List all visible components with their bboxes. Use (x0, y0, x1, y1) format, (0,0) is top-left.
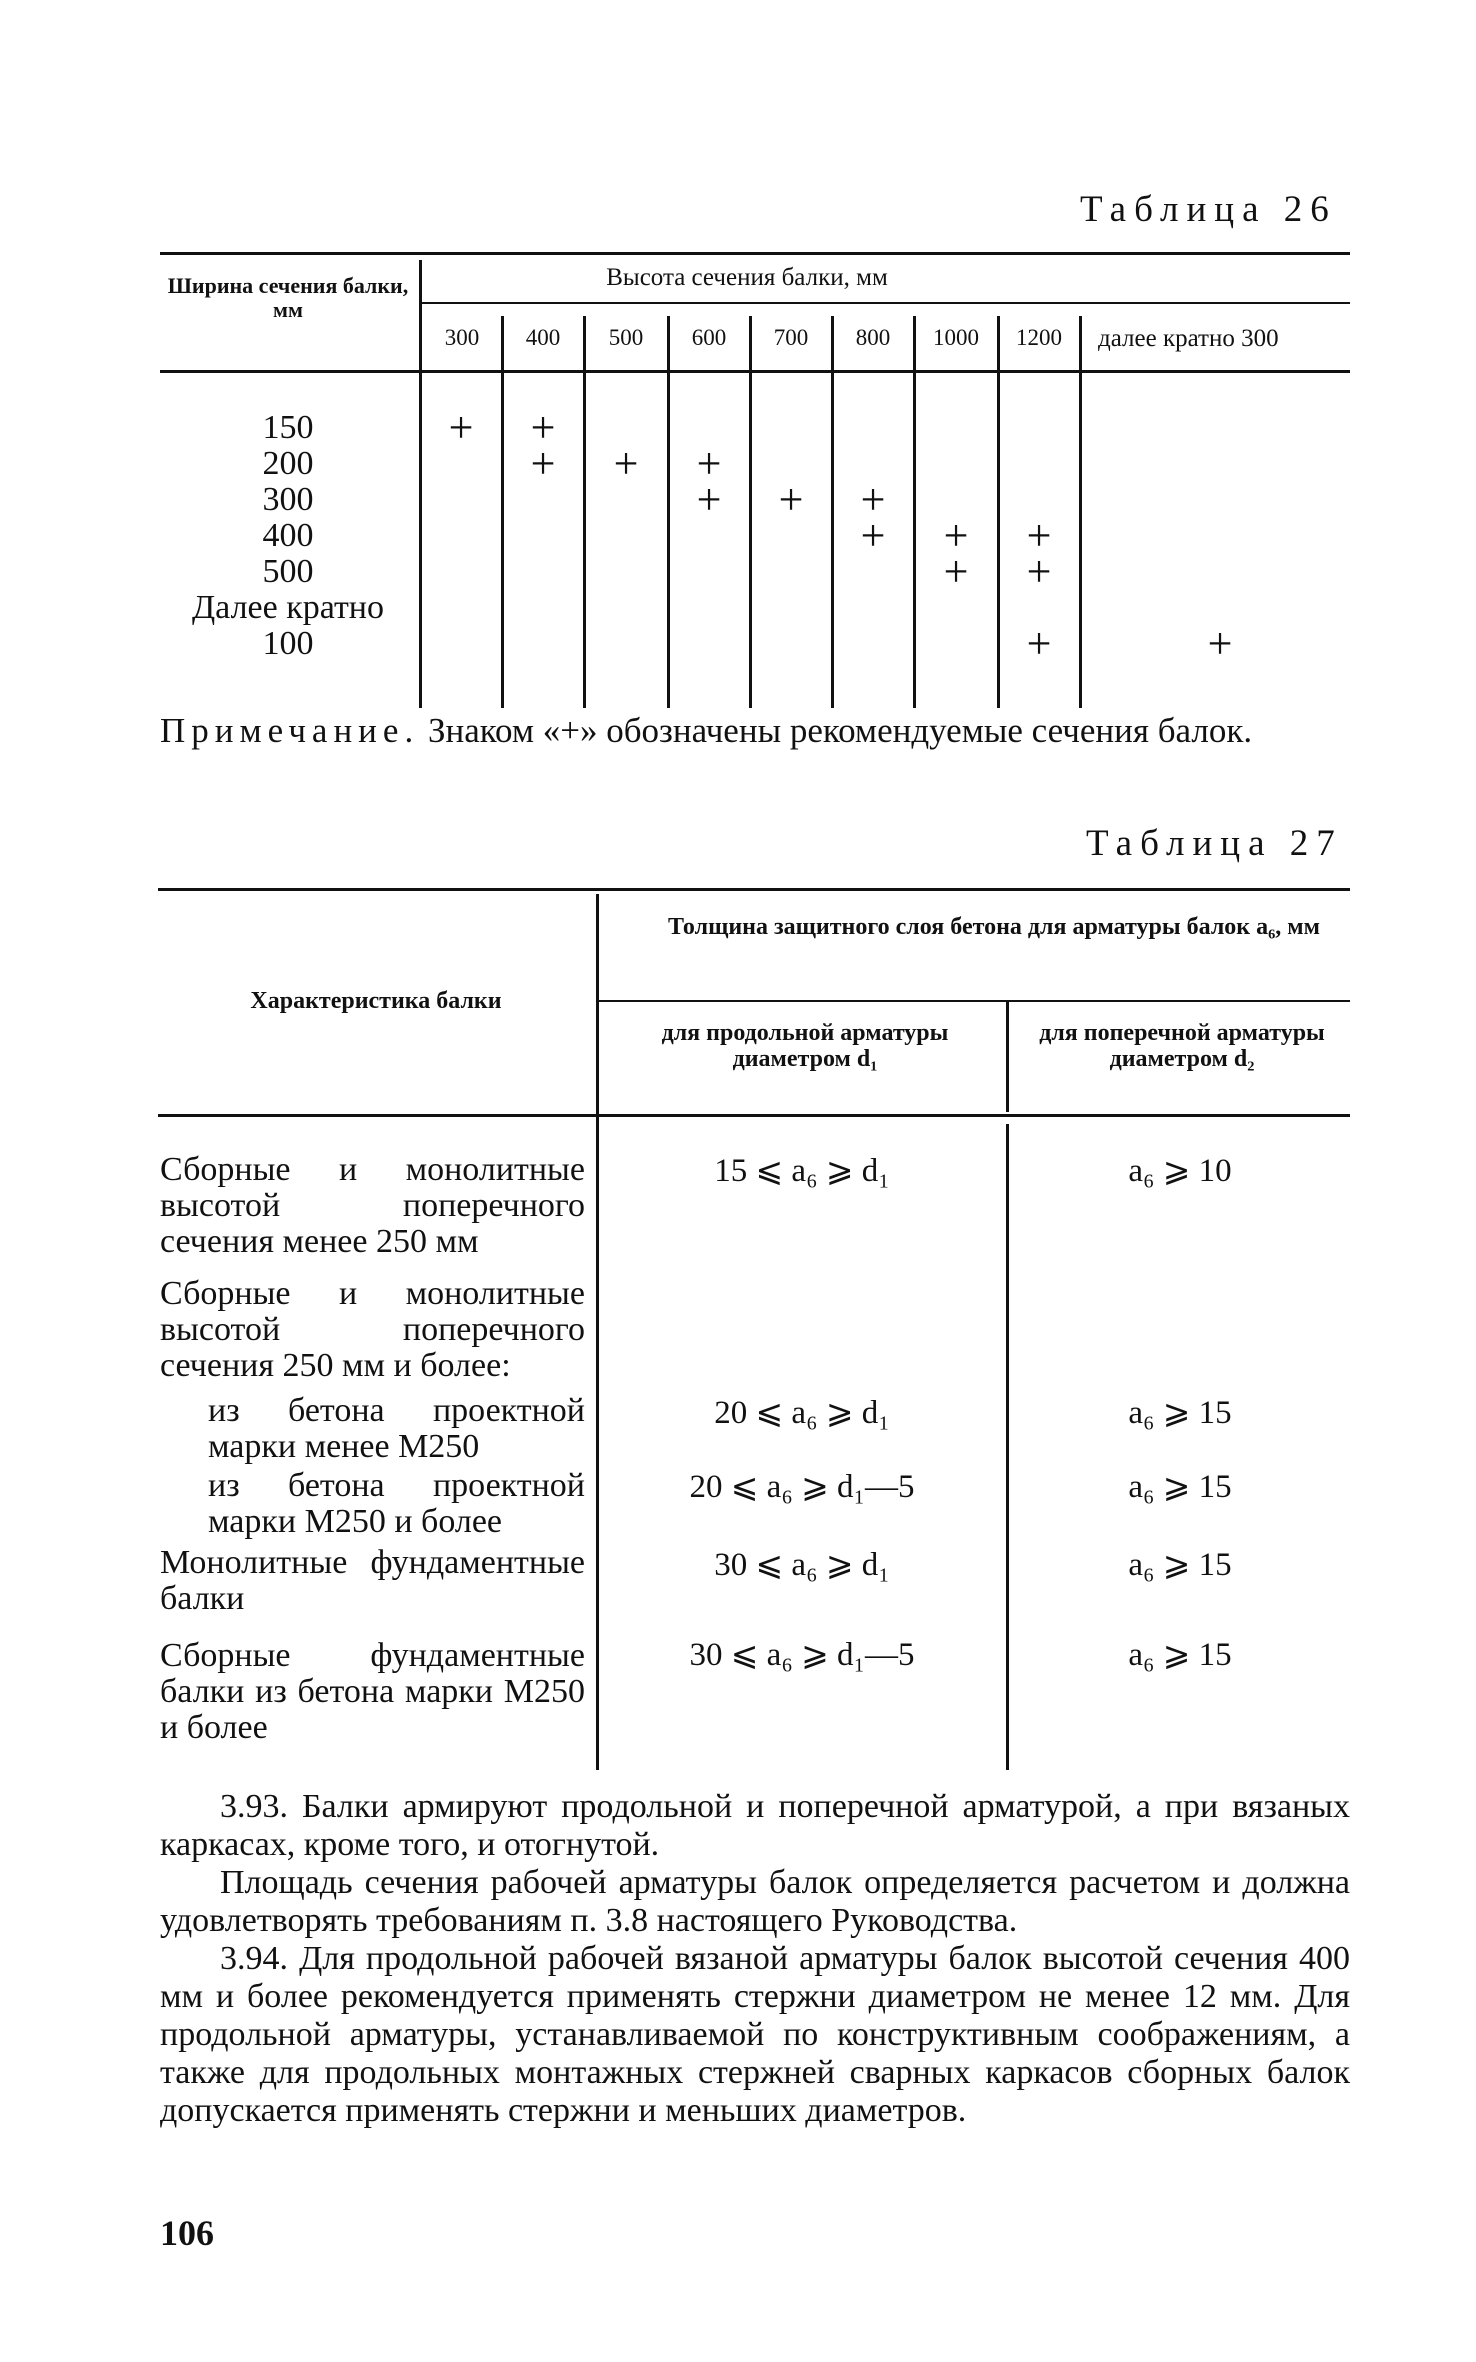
table-27 (158, 888, 1350, 1770)
column-rule (583, 316, 586, 708)
table-27-caption: Таблица 27 (1086, 823, 1343, 864)
row-characteristic: Монолитные фундаментные балки (160, 1544, 585, 1617)
row-transverse-value: а₆ ⩾ 15 (1128, 1637, 1232, 1673)
table-26-note (160, 712, 1350, 750)
paragraph-3-94: 3.94. Для продольной рабочей вязаной арматуры балок высотой сечения 400 мм и более рекомендуется применять стержни диаметром не менее 12 мм. Для продольной арматуры, устанавливаемой по конструктивным соображениям, а также для продольных монтажных стержней сварных каркасов сборных балок допускается применять стержни и меньших диаметров. (160, 1940, 1350, 2129)
row-label: 150 (262, 409, 314, 446)
recommended-mark: + (1207, 619, 1233, 668)
recommended-mark: + (860, 475, 886, 524)
row-label: 500 (262, 553, 314, 590)
recommended-mark: + (1026, 619, 1052, 668)
column-header-last: далее кратно 300 (1098, 325, 1279, 352)
table-rule (598, 1000, 1350, 1002)
table-rule (160, 370, 1350, 373)
table-26-header-width: Ширина сечения балки, мм (167, 273, 409, 322)
column-header: 500 (608, 325, 644, 350)
paragraph-3-93: 3.93. Балки армируют продольной и поперечной арматурой, а при вязаных каркасах, кроме того, и отогнутой. (160, 1788, 1350, 1863)
column-rule (419, 260, 422, 708)
column-rule (1006, 1124, 1009, 1770)
column-header: 600 (691, 325, 727, 350)
column-header: 300 (444, 325, 480, 350)
column-header: 800 (855, 325, 891, 350)
row-transverse-value: а₆ ⩾ 10 (1128, 1153, 1232, 1189)
row-transverse-value: а₆ ⩾ 15 (1128, 1547, 1232, 1583)
recommended-mark: + (530, 439, 556, 488)
table-26-caption: Таблица 26 (1080, 189, 1337, 230)
row-characteristic: Сборные фундаментные балки из бетона марки М250 и более (160, 1637, 585, 1746)
table-26 (160, 252, 1350, 708)
column-rule (1006, 1002, 1009, 1112)
recommended-mark: + (613, 439, 639, 488)
table-27-header-longitudinal: для продольной арматуры диаметром d₁ (661, 1020, 949, 1072)
row-label: Далее кратно (191, 589, 384, 626)
recommended-mark: + (696, 475, 722, 524)
table-rule (422, 302, 1350, 304)
row-transverse-value: а₆ ⩾ 15 (1128, 1469, 1232, 1505)
table-rule (158, 888, 1350, 891)
table-rule (158, 1114, 1350, 1117)
recommended-mark: + (696, 439, 722, 488)
recommended-mark: + (778, 475, 804, 524)
row-longitudinal-value: 20 ⩽ а₆ ⩾ d₁ (714, 1395, 890, 1431)
row-label: 200 (262, 445, 314, 482)
row-longitudinal-value: 20 ⩽ а₆ ⩾ d₁—5 (689, 1469, 915, 1505)
column-rule (831, 316, 834, 708)
note-lead: Примечание. (160, 711, 420, 750)
row-characteristic: Сборные и монолитные высотой поперечного сечения менее 250 мм (160, 1151, 585, 1260)
recommended-mark: + (1026, 547, 1052, 596)
row-label: 300 (262, 481, 314, 518)
column-header: 1200 (1016, 325, 1062, 350)
page-number: 106 (160, 2213, 214, 2253)
table-27-header-characteristic: Характеристика балки (250, 988, 502, 1014)
recommended-mark: + (448, 403, 474, 452)
recommended-mark: + (530, 403, 556, 452)
column-rule (667, 316, 670, 708)
table-27-header-transverse: для поперечной арматуры диаметром d₂ (1039, 1020, 1325, 1072)
row-longitudinal-value: 30 ⩽ а₆ ⩾ d₁ (714, 1547, 890, 1583)
row-characteristic: из бетона проектной марки М250 и более (208, 1467, 585, 1540)
row-transverse-value: а₆ ⩾ 15 (1128, 1395, 1232, 1431)
column-header: 700 (773, 325, 809, 350)
recommended-mark: + (1026, 511, 1052, 560)
row-longitudinal-value: 15 ⩽ а₆ ⩾ d₁ (714, 1153, 890, 1189)
table-27-header-thickness: Толщина защитного слоя бетона для арматуры балок а₆, мм (667, 914, 1321, 940)
column-rule (501, 316, 504, 708)
note-text: Знаком «+» обозначены рекомендуемые сечения балок. (419, 711, 1253, 750)
row-characteristic: из бетона проектной марки менее М250 (208, 1392, 585, 1465)
row-label: 100 (262, 625, 314, 662)
table-rule (160, 252, 1350, 255)
paragraph-3-93-area: Площадь сечения рабочей арматуры балок определяется расчетом и должна удовлетворять требованиям п. 3.8 настоящего Руководства. (160, 1864, 1350, 1939)
column-header: 400 (525, 325, 561, 350)
column-rule (1079, 316, 1082, 708)
column-header: 1000 (933, 325, 979, 350)
table-26-header-height: Высота сечения балки, мм (606, 264, 888, 291)
recommended-mark: + (943, 547, 969, 596)
row-characteristic: Сборные и монолитные высотой поперечного сечения 250 мм и более: (160, 1275, 585, 1384)
column-rule (913, 316, 916, 708)
column-rule (749, 316, 752, 708)
recommended-mark: + (860, 511, 886, 560)
row-label: 400 (262, 517, 314, 554)
row-longitudinal-value: 30 ⩽ а₆ ⩾ d₁—5 (689, 1637, 915, 1673)
column-rule (997, 316, 1000, 708)
recommended-mark: + (943, 511, 969, 560)
